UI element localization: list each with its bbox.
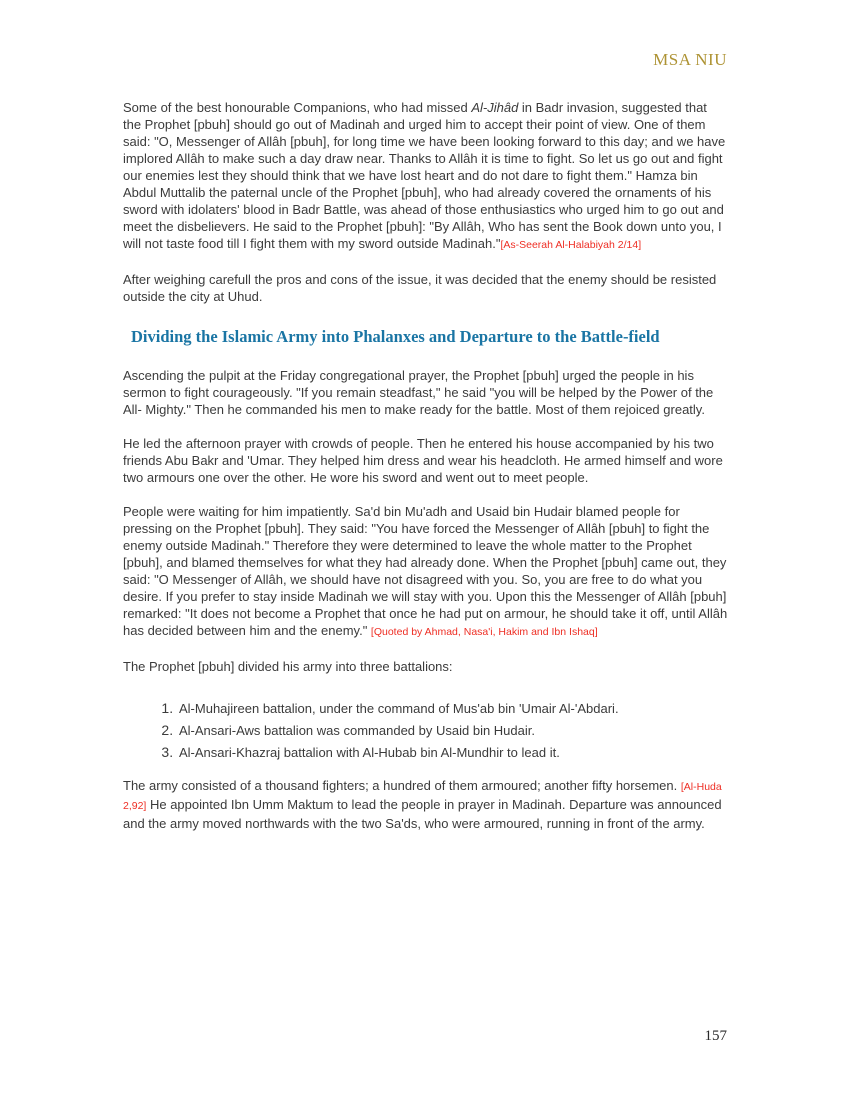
section-heading: Dividing the Islamic Army into Phalanxes and Departure to the Battle-field: [131, 327, 660, 346]
text-run: in Badr invasion, suggested that the Prophet [pbuh] should go out of Madinah and urged him to accept their point of view. One of them said: "O, Messenger of Allâh [pbuh], for long time we have been looking forward to this day; and we have implored Allâh to make such a day draw near. Thanks to Allâh it is time to fight. So let us go out and fight our enemies lest they should think that we have lost heart and do not dare to fight them." Hamza bin Abdul Muttalib the paternal uncle of the Prophet [pbuh], who had already covered the ornaments of his sword with idolaters' blood in Badr Battle, was ahead of those enthusiastics who urged him to go out and meet the disbelievers. He said to the Prophet [pbuh]: "By Allâh, Who has sent the Book down unto you, I will not taste food till I fight them with my sword outside Madinah.": [123, 100, 726, 251]
paragraph: [123, 367, 728, 418]
battalion-list: [123, 700, 728, 761]
list-item: 3. Al-Ansari-Khazraj battalion with Al-Hubab bin Al-Mundhir to lead it.: [177, 744, 728, 761]
paragraph: [123, 271, 728, 305]
paragraph: [123, 658, 728, 675]
paragraph: [123, 777, 728, 832]
paragraph: [123, 99, 728, 254]
citation: [As-Seerah Al-Halabiyah 2/14]: [500, 239, 642, 251]
page-header-watermark: MSA NIU: [653, 50, 727, 69]
text-run: He led the afternoon prayer with crowds of people. Then he entered his house accompanied by his two friends Abu Bakr and 'Umar. They helped him dress and wear his headcloth. He armed himself and wore two armours one over the other. He wore his sword and went out to meet people.: [123, 436, 723, 485]
content-blocks: [123, 99, 728, 832]
text-run: People were waiting for him impatiently. Sa'd bin Mu'adh and Usaid bin Hudair blamed people for pressing on the Prophet [pbuh]. They said: "You have forced the Messenger of Allâh [pbuh] to fight the enemy outside Madinah." Therefore they were determined to leave the whole matter to the Prophet [pbuh], and blamed themselves for what they had already done. When the Prophet [pbuh] came out, they said: "O Messenger of Allâh, we should have not disagreed with you. So, you are free to do what you desire. If you prefer to stay inside Madinah we will stay with you. Upon this the Messenger of Allâh [pbuh] remarked: "It does not become a Prophet that once he had put on armour, he should take it off, until Allâh has decided between him and the enemy.": [123, 504, 728, 638]
text-run: The Prophet [pbuh] divided his army into three battalions:: [123, 659, 453, 674]
page-number: 157: [704, 1028, 727, 1044]
list-item: 1. Al-Muhajireen battalion, under the command of Mus'ab bin 'Umair Al-'Abdari.: [177, 700, 728, 717]
text-run: Ascending the pulpit at the Friday congregational prayer, the Prophet [pbuh] urged the people in his sermon to fight courageously. "If you remain steadfast," he said "you will be helped by the Power of the All- Mighty." Then he commanded his men to make ready for the battle. Most of them rejoiced greatly.: [123, 368, 714, 417]
text-run: The army consisted of a thousand fighters; a hundred of them armoured; another fifty horsemen.: [123, 778, 681, 793]
list-item: 2. Al-Ansari-Aws battalion was commanded by Usaid bin Hudair.: [177, 722, 728, 739]
text-run: Al-Jihâd: [471, 100, 519, 115]
text-run: He appointed Ibn Umm Maktum to lead the people in prayer in Madinah. Departure was announced and the army moved northwards with the two Sa'ds, who were armoured, running in front of the army.: [123, 797, 722, 831]
citation: [Quoted by Ahmad, Nasa'i, Hakim and Ibn Ishaq]: [370, 626, 598, 638]
paragraph: [123, 435, 728, 486]
text-run: After weighing carefull the pros and cons of the issue, it was decided that the enemy should be resisted outside the city at Uhud.: [123, 272, 717, 304]
citation: [Al-Huda 2,92]: [123, 781, 722, 812]
text-run: Some of the best honourable Companions, who had missed: [123, 100, 472, 115]
paragraph: [123, 503, 728, 641]
